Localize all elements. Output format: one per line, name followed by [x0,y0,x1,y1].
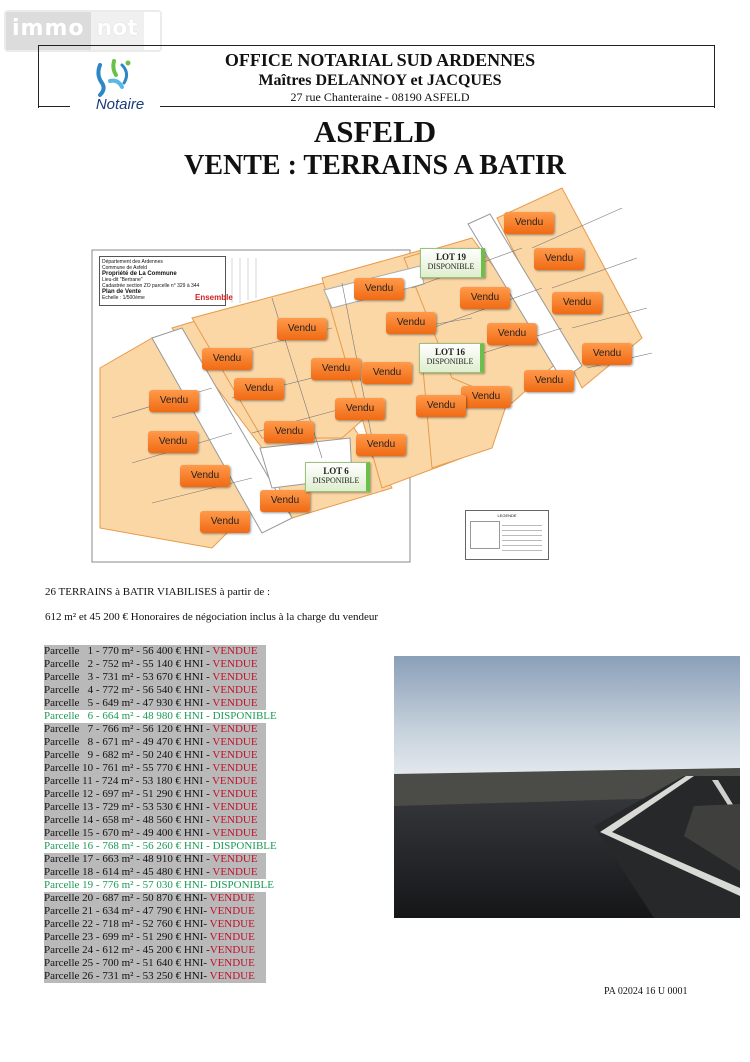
parcel-row [44,827,266,840]
ensemble-label: Ensemble [195,293,233,302]
sold-label: Vendu [335,398,385,420]
office-address: 27 rue Chanteraine - 08190 ASFELD [290,90,470,104]
sold-label: Vendu [461,386,511,408]
parcel-status: VENDUE [212,697,258,709]
parcel-details: Parcelle 11 - 724 m² - 53 180 € HNI - [44,775,212,787]
sold-label: Vendu [354,278,404,300]
parcel-details: Parcelle 3 - 731 m² - 53 670 € HNI - [44,671,213,683]
parcel-row [44,918,266,931]
parcel-status: DISPONIBLE [212,710,277,722]
parcel-row [44,931,266,944]
sold-label: Vendu [202,348,252,370]
parcel-details: Parcelle 8 - 671 m² - 49 470 € HNI - [44,736,213,748]
parcel-details: Parcelle 9 - 682 m² - 50 240 € HNI - [44,749,213,761]
parcel-details: Parcelle 10 - 761 m² - 55 770 € HNI - [44,762,213,774]
parcel-status: VENDUE [209,892,255,904]
sold-label: Vendu [311,358,361,380]
parcel-row [44,970,266,983]
header-rule-left [38,106,70,107]
parcel-status: VENDUE [212,788,258,800]
parcel-status: VENDUE [209,957,255,969]
cartouche-place: Lieu-dit "Bertrane" [102,277,143,283]
parcel-details: Parcelle 4 - 772 m² - 56 540 € HNI - [44,684,213,696]
sold-label: Vendu [148,431,198,453]
sold-label: Vendu [504,212,554,234]
parcel-status: VENDUE [209,918,255,930]
parcel-list [44,645,277,983]
parcel-row [44,892,266,905]
logo-text: Notaire [95,96,145,113]
parcel-status: DISPONIBLE [209,879,274,891]
parcel-details: Parcelle 18 - 614 m² - 45 480 € HNI - [44,866,213,878]
parcel-status: VENDUE [212,866,258,878]
cartouche-owner: Propriété de La Commune [102,271,177,277]
legend-title: LEGENDE [497,513,517,518]
parcel-status: VENDUE [209,970,255,982]
parcel-status: DISPONIBLE [212,840,277,852]
parcel-details: Parcelle 16 - 768 m² - 56 260 € HNI - [44,840,213,852]
parcel-status: VENDUE [212,645,258,657]
available-lot-16: LOT 16 DISPONIBLE [419,343,484,373]
cartouche-cadastre: Cadastrée section ZO parcelle n° 329 à 344 [102,283,200,289]
sold-label: Vendu [149,390,199,412]
parcel-row [44,710,277,723]
sold-label: Vendu [534,248,584,270]
parcel-row [44,879,274,892]
parcel-row [44,840,277,853]
parcel-row [44,684,266,697]
parcel-row [44,645,266,658]
subdivision-plan [92,188,652,566]
cartouche-plan: Plan de Vente [102,289,142,295]
page-subtitle: VENTE : TERRAINS A BATIR [184,150,566,181]
parcel-status: VENDUE [211,775,258,787]
parcel-row [44,736,266,749]
sold-label: Vendu [260,490,310,512]
parcel-row [44,788,266,801]
parcel-details: Parcelle 24 - 612 m² - 45 200 € HNI - [44,944,210,956]
parcel-details: Parcelle 5 - 649 m² - 47 930 € HNI - [44,697,213,709]
parcel-details: Parcelle 19 - 776 m² - 57 030 € HNI- [44,879,210,891]
parcel-row [44,671,266,684]
sold-label: Vendu [524,370,574,392]
sold-label: Vendu [277,318,327,340]
legend-symbols [470,521,500,549]
parcel-row [44,814,266,827]
parcel-details: Parcelle 2 - 752 m² - 55 140 € HNI - [44,658,213,670]
parcel-status: VENDUE [212,671,258,683]
parcel-details: Parcelle 7 - 766 m² - 56 120 € HNI - [44,723,213,735]
parcel-details: Parcelle 26 - 731 m² - 53 250 € HNI- [44,970,210,982]
parcel-status: VENDUE [209,931,255,943]
cartouche-commune: Commune de Asfeld [102,265,148,271]
header-rule-right [160,106,714,107]
parcel-details: Parcelle 20 - 687 m² - 50 870 € HNI- [44,892,210,904]
sold-label: Vendu [582,343,632,365]
available-lot-19: LOT 19 DISPONIBLE [420,248,485,278]
parcel-row [44,905,266,918]
sold-label: Vendu [386,312,436,334]
sold-label: Vendu [180,465,230,487]
parcel-status: VENDUE [212,684,258,696]
intro-line-2: 612 m² et 45 200 € Honoraires de négociation inclus à la charge du vendeur [45,611,378,623]
parcel-details: Parcelle 22 - 718 m² - 52 760 € HNI- [44,918,210,930]
available-lot-6: LOT 6 DISPONIBLE [305,462,370,492]
parcel-row [44,801,266,814]
parcel-details: Parcelle 13 - 729 m² - 53 530 € HNI - [44,801,213,813]
parcel-details: Parcelle 21 - 634 m² - 47 790 € HNI- [44,905,210,917]
sold-label: Vendu [234,378,284,400]
parcel-status: VENDUE [209,944,256,956]
parcel-row [44,723,266,736]
cartouche-dept: Département des Ardennes [102,259,163,265]
parcel-details: Parcelle 15 - 670 m² - 49 400 € HNI - [44,827,213,839]
parcel-details: Parcelle 6 - 664 m² - 48 980 € HNI - [44,710,213,722]
sold-label: Vendu [264,421,314,443]
parcel-row [44,762,266,775]
parcel-row [44,853,266,866]
parcel-status: VENDUE [212,801,258,813]
parcel-status: VENDUE [212,658,258,670]
parcel-status: VENDUE [209,905,255,917]
sold-label: Vendu [416,395,466,417]
site-photo [394,656,740,918]
parcel-row [44,775,266,788]
watermark-part1: immo [6,12,91,50]
parcel-details: Parcelle 23 - 699 m² - 51 290 € HNI- [44,931,210,943]
parcel-details: Parcelle 25 - 700 m² - 51 640 € HNI- [44,957,210,969]
parcel-status: VENDUE [212,814,258,826]
sold-label: Vendu [487,323,537,345]
legend-lines [502,521,542,551]
parcel-row [44,749,266,762]
watermark-part2: not [91,12,144,50]
sold-label: Vendu [200,511,250,533]
parcel-details: Parcelle 17 - 663 m² - 48 910 € HNI - [44,853,213,865]
parcel-details: Parcelle 1 - 770 m² - 56 400 € HNI - [44,645,213,657]
cartouche-scale: Echelle : 1/500ème [102,295,145,301]
parcel-row [44,866,266,879]
parcel-status: VENDUE [212,736,258,748]
parcel-status: VENDUE [212,749,258,761]
parcel-row [44,957,266,970]
permit-reference: PA 02024 16 U 0001 [604,986,688,997]
parcel-details: Parcelle 12 - 697 m² - 51 290 € HNI - [44,788,213,800]
parcel-status: VENDUE [212,853,258,865]
parcel-details: Parcelle 14 - 658 m² - 48 560 € HNI - [44,814,213,826]
sold-label: Vendu [460,287,510,309]
office-name: OFFICE NOTARIAL SUD ARDENNES [224,50,536,70]
page-title: ASFELD [313,114,437,149]
parcel-status: VENDUE [212,762,258,774]
parcel-row [44,658,266,671]
intro-line-1: 26 TERRAINS à BATIR VIABILISES à partir de : [45,586,271,598]
parcel-row [44,697,266,710]
parcel-status: VENDUE [212,827,258,839]
masters-names: Maîtres DELANNOY et JACQUES [258,72,502,89]
plan-legend [465,510,549,560]
sold-label: Vendu [356,434,406,456]
sold-label: Vendu [552,292,602,314]
parcel-row [44,944,266,957]
sold-label: Vendu [362,362,412,384]
parcel-status: VENDUE [212,723,258,735]
